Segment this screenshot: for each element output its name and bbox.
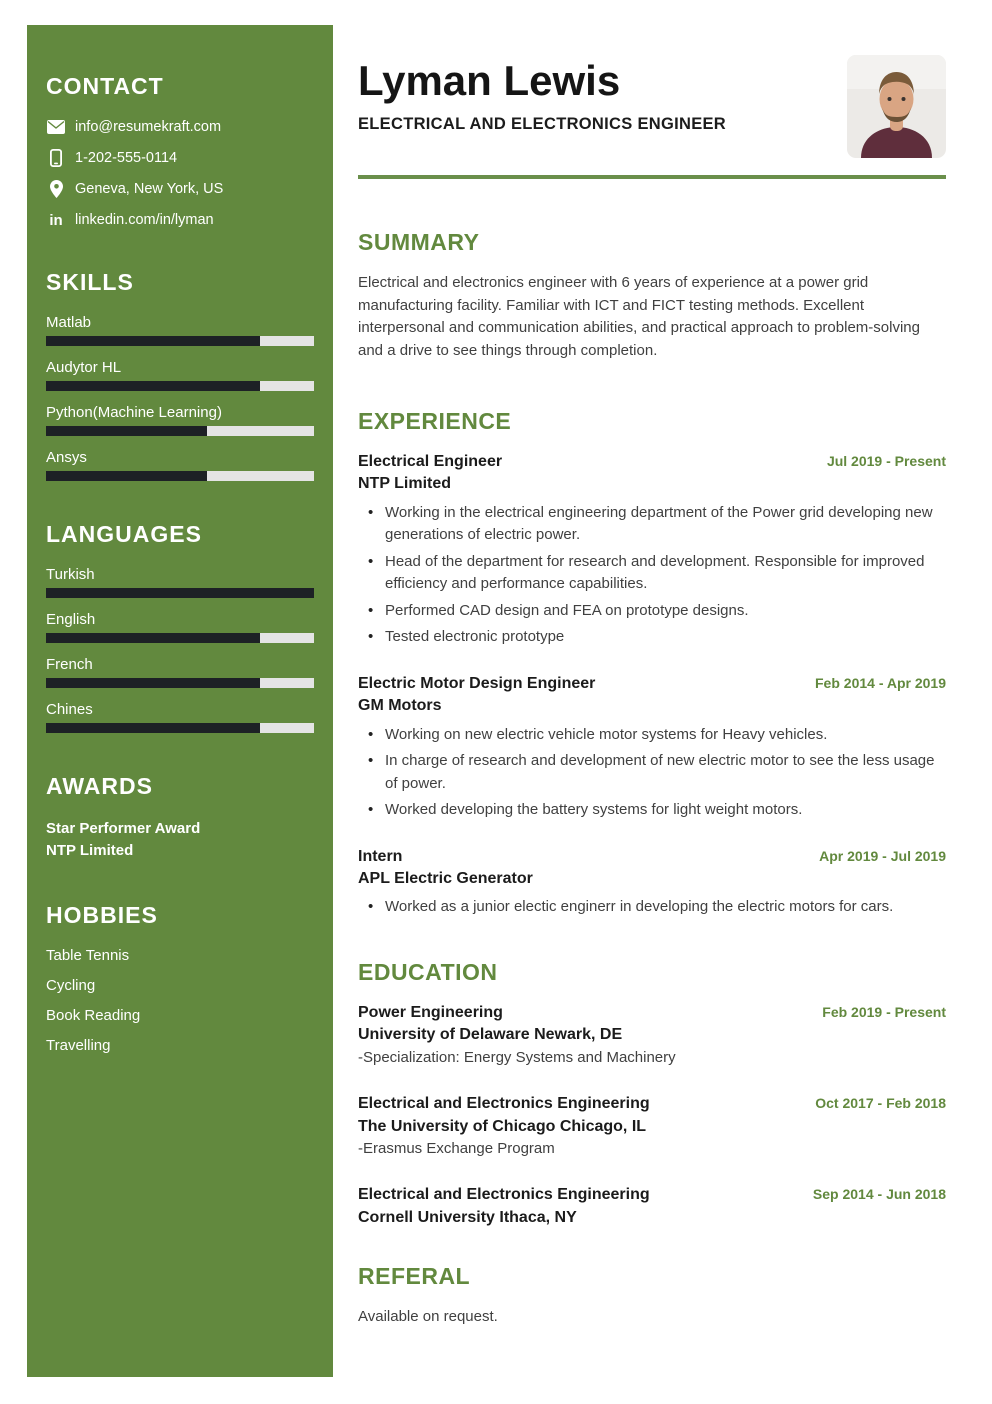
resume-header [358, 55, 946, 158]
job-company: GM Motors [358, 697, 442, 715]
language-bar-track [46, 678, 314, 688]
language-bar-fill [46, 678, 260, 688]
person-name: Lyman Lewis [358, 57, 621, 104]
job-bullet: • Working on new electric vehicle motor systems for Heavy vehicles. [358, 724, 946, 747]
education-note: -Erasmus Exchange Program [358, 1139, 555, 1157]
job-title: Intern [358, 847, 403, 865]
education-entry [358, 1093, 946, 1160]
skill-bar-track [46, 426, 314, 436]
skill-bar-track [46, 336, 314, 346]
education-heading: EDUCATION [358, 958, 498, 985]
contact-heading: CONTACT [46, 73, 164, 99]
skill-item [46, 314, 314, 346]
email-icon [46, 118, 66, 136]
job-bullets [358, 502, 946, 649]
language-item [46, 611, 314, 643]
language-bar-track [46, 723, 314, 733]
language-bar-track [46, 588, 314, 598]
hobbies-heading: HOBBIES [46, 901, 158, 928]
skill-bar-fill [46, 336, 260, 346]
language-item [46, 566, 314, 598]
skill-bar-track [46, 471, 314, 481]
job-bullet: • Tested electronic prototype [358, 626, 946, 649]
experience-entry [358, 673, 946, 822]
education-dates: Oct 2017 - Feb 2018 [815, 1095, 946, 1112]
education-program: Power Engineering [358, 1003, 503, 1021]
awards-section [46, 773, 314, 862]
phone-icon [46, 149, 66, 167]
skill-name: Matlab [46, 314, 92, 331]
entry-head [358, 1002, 946, 1024]
language-bar-fill [46, 633, 260, 643]
education-program: Electrical and Electronics Engineering [358, 1186, 650, 1204]
contact-linkedin-text: linkedin.com/in/lyman [75, 212, 214, 228]
education-institution: The University of Chicago Chicago, IL [358, 1117, 647, 1135]
languages-heading: LANGUAGES [46, 521, 202, 547]
language-bar-fill [46, 588, 314, 598]
job-title: Electrical Engineer [358, 453, 503, 470]
language-name: English [46, 611, 96, 628]
hobby-item: Book Reading [46, 1006, 141, 1024]
education-entry [358, 1184, 946, 1229]
skill-name: Ansys [46, 449, 87, 466]
summary-text: Electrical and electronics engineer with 6 years of experience at a power grid manufacturing facility. Familiar with ICT and FICT testing methods. Excellent interpersonal and communication abilities, and practical approach to problem-solving and a drive to see things through completion. [358, 274, 920, 359]
skill-name: Python(Machine Learning) [46, 404, 222, 421]
job-bullets [358, 896, 946, 919]
entry-head [358, 846, 946, 868]
entry-head [358, 451, 946, 473]
contact-location-text: Geneva, New York, US [75, 181, 224, 197]
job-bullet: • Head of the department for research and development. Responsible for improved efficiency and performance capabilities. [358, 551, 946, 596]
awards-heading: AWARDS [46, 773, 153, 799]
education-entry [358, 1002, 946, 1069]
education-note: -Specialization: Energy Systems and Machinery [358, 1048, 676, 1066]
job-dates: Apr 2019 - Jul 2019 [819, 847, 946, 864]
language-item [46, 701, 314, 733]
linkedin-icon: in [49, 211, 63, 229]
contact-location [46, 180, 314, 198]
header-divider [358, 175, 946, 179]
education-dates: Feb 2019 - Present [822, 1003, 946, 1020]
contact-linkedin [46, 211, 314, 229]
experience-heading: EXPERIENCE [358, 408, 512, 434]
language-item [46, 656, 314, 688]
education-section [358, 959, 946, 1229]
entry-head [358, 673, 946, 695]
contact-email-text: info@resumekraft.com [75, 119, 222, 135]
skill-item [46, 404, 314, 436]
entry-head [358, 1184, 946, 1206]
job-title: Electric Motor Design Engineer [358, 674, 596, 692]
skills-section [46, 269, 314, 481]
job-dates: Jul 2019 - Present [826, 453, 946, 469]
job-bullets [358, 724, 946, 822]
language-name: Chines [46, 701, 93, 718]
job-bullet: • Performed CAD design and FEA on prototype designs. [358, 600, 946, 623]
job-bullet: • Worked developing the battery systems for light weight motors. [358, 799, 946, 822]
language-bar-fill [46, 723, 260, 733]
contact-email [46, 118, 314, 136]
award-issuer: NTP Limited [46, 841, 134, 859]
award-title: Star Performer Award [46, 820, 201, 837]
name-title-block [358, 55, 726, 134]
language-name: French [46, 656, 93, 673]
job-company: NTP Limited [358, 475, 452, 493]
contact-phone [46, 149, 314, 167]
hobbies-section [46, 902, 314, 1054]
skill-bar-fill [46, 471, 207, 481]
skill-item [46, 449, 314, 481]
language-bar-track [46, 633, 314, 643]
skill-bar-track [46, 381, 314, 391]
skills-heading: SKILLS [46, 269, 134, 295]
contact-phone-text: 1-202-555-0114 [75, 150, 178, 166]
education-dates: Sep 2014 - Jun 2018 [812, 1186, 946, 1203]
job-bullet: • Worked as a junior electic enginerr in developing the electric motors for cars. [358, 896, 946, 919]
location-icon [46, 180, 66, 198]
contact-section [46, 73, 314, 229]
experience-entry [358, 846, 946, 919]
education-program: Electrical and Electronics Engineering [358, 1095, 650, 1113]
summary-section [358, 229, 946, 362]
job-company: APL Electric Generator [358, 869, 533, 887]
experience-entry [358, 451, 946, 649]
skill-bar-fill [46, 381, 260, 391]
skill-item [46, 359, 314, 391]
sidebar [27, 25, 333, 1377]
referal-heading: REFERAL [358, 1263, 471, 1290]
education-institution: University of Delaware Newark, DE [358, 1026, 623, 1044]
referal-text: Available on request. [358, 1308, 498, 1326]
experience-section [358, 408, 946, 919]
languages-section [46, 521, 314, 733]
entry-head [358, 1093, 946, 1115]
hobby-item: Table Tennis [46, 946, 130, 964]
referal-section [358, 1263, 946, 1329]
hobby-item: Cycling [46, 976, 96, 994]
profile-photo [847, 55, 946, 158]
education-institution: Cornell University Ithaca, NY [358, 1208, 577, 1226]
skill-bar-fill [46, 426, 207, 436]
job-dates: Feb 2014 - Apr 2019 [815, 674, 946, 691]
skill-name: Audytor HL [46, 359, 122, 376]
hobby-item: Travelling [46, 1036, 111, 1054]
main-content [358, 55, 946, 1329]
summary-heading: SUMMARY [358, 229, 480, 255]
job-bullet: • In charge of research and development of new electric motor to see the less usage of power. [358, 750, 946, 795]
person-job-title: ELECTRICAL AND ELECTRONICS ENGINEER [358, 115, 727, 134]
job-bullet: • Working in the electrical engineering department of the Power grid developing new generations of electric power. [358, 502, 946, 547]
language-name: Turkish [46, 566, 95, 583]
